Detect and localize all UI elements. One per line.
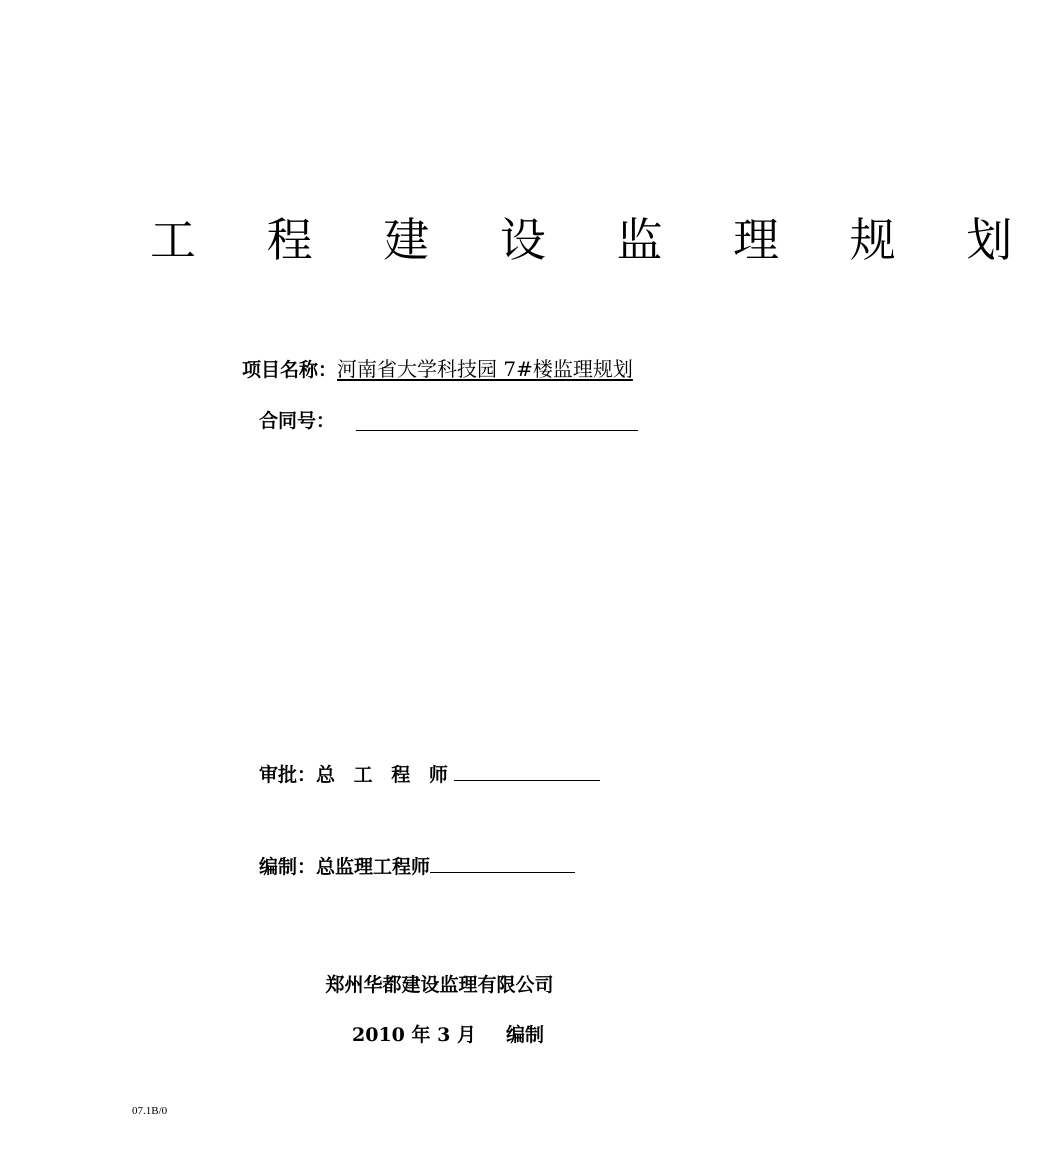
approve-row xyxy=(259,762,600,788)
document-title: 工 程 建 设 监 理 规 划 xyxy=(150,213,1040,267)
compile-role: 总监理工程师 xyxy=(316,856,431,878)
approve-signature-blank xyxy=(454,764,600,781)
date-suffix: 编制 xyxy=(505,1024,544,1046)
date: 2010 年 3 月 xyxy=(352,1024,476,1046)
project-row xyxy=(242,356,633,383)
contract-label: 合同号： xyxy=(259,410,336,432)
contract-number-blank xyxy=(356,430,638,431)
document-code: 07.1B/0 xyxy=(132,1105,168,1117)
compile-row xyxy=(259,854,575,880)
contract-row xyxy=(259,408,335,434)
project-name: 河南省大学科技园 7#楼监理规划 xyxy=(337,357,633,381)
company-name: 郑州华都建设监理有限公司 xyxy=(325,974,554,996)
compile-label: 编制： xyxy=(259,856,317,878)
project-label: 项目名称： xyxy=(242,359,338,381)
approve-label: 审批： xyxy=(259,764,317,786)
date-row xyxy=(352,1020,544,1047)
approve-role: 总 工 程 师 xyxy=(316,764,454,786)
compile-signature-blank xyxy=(430,856,575,873)
